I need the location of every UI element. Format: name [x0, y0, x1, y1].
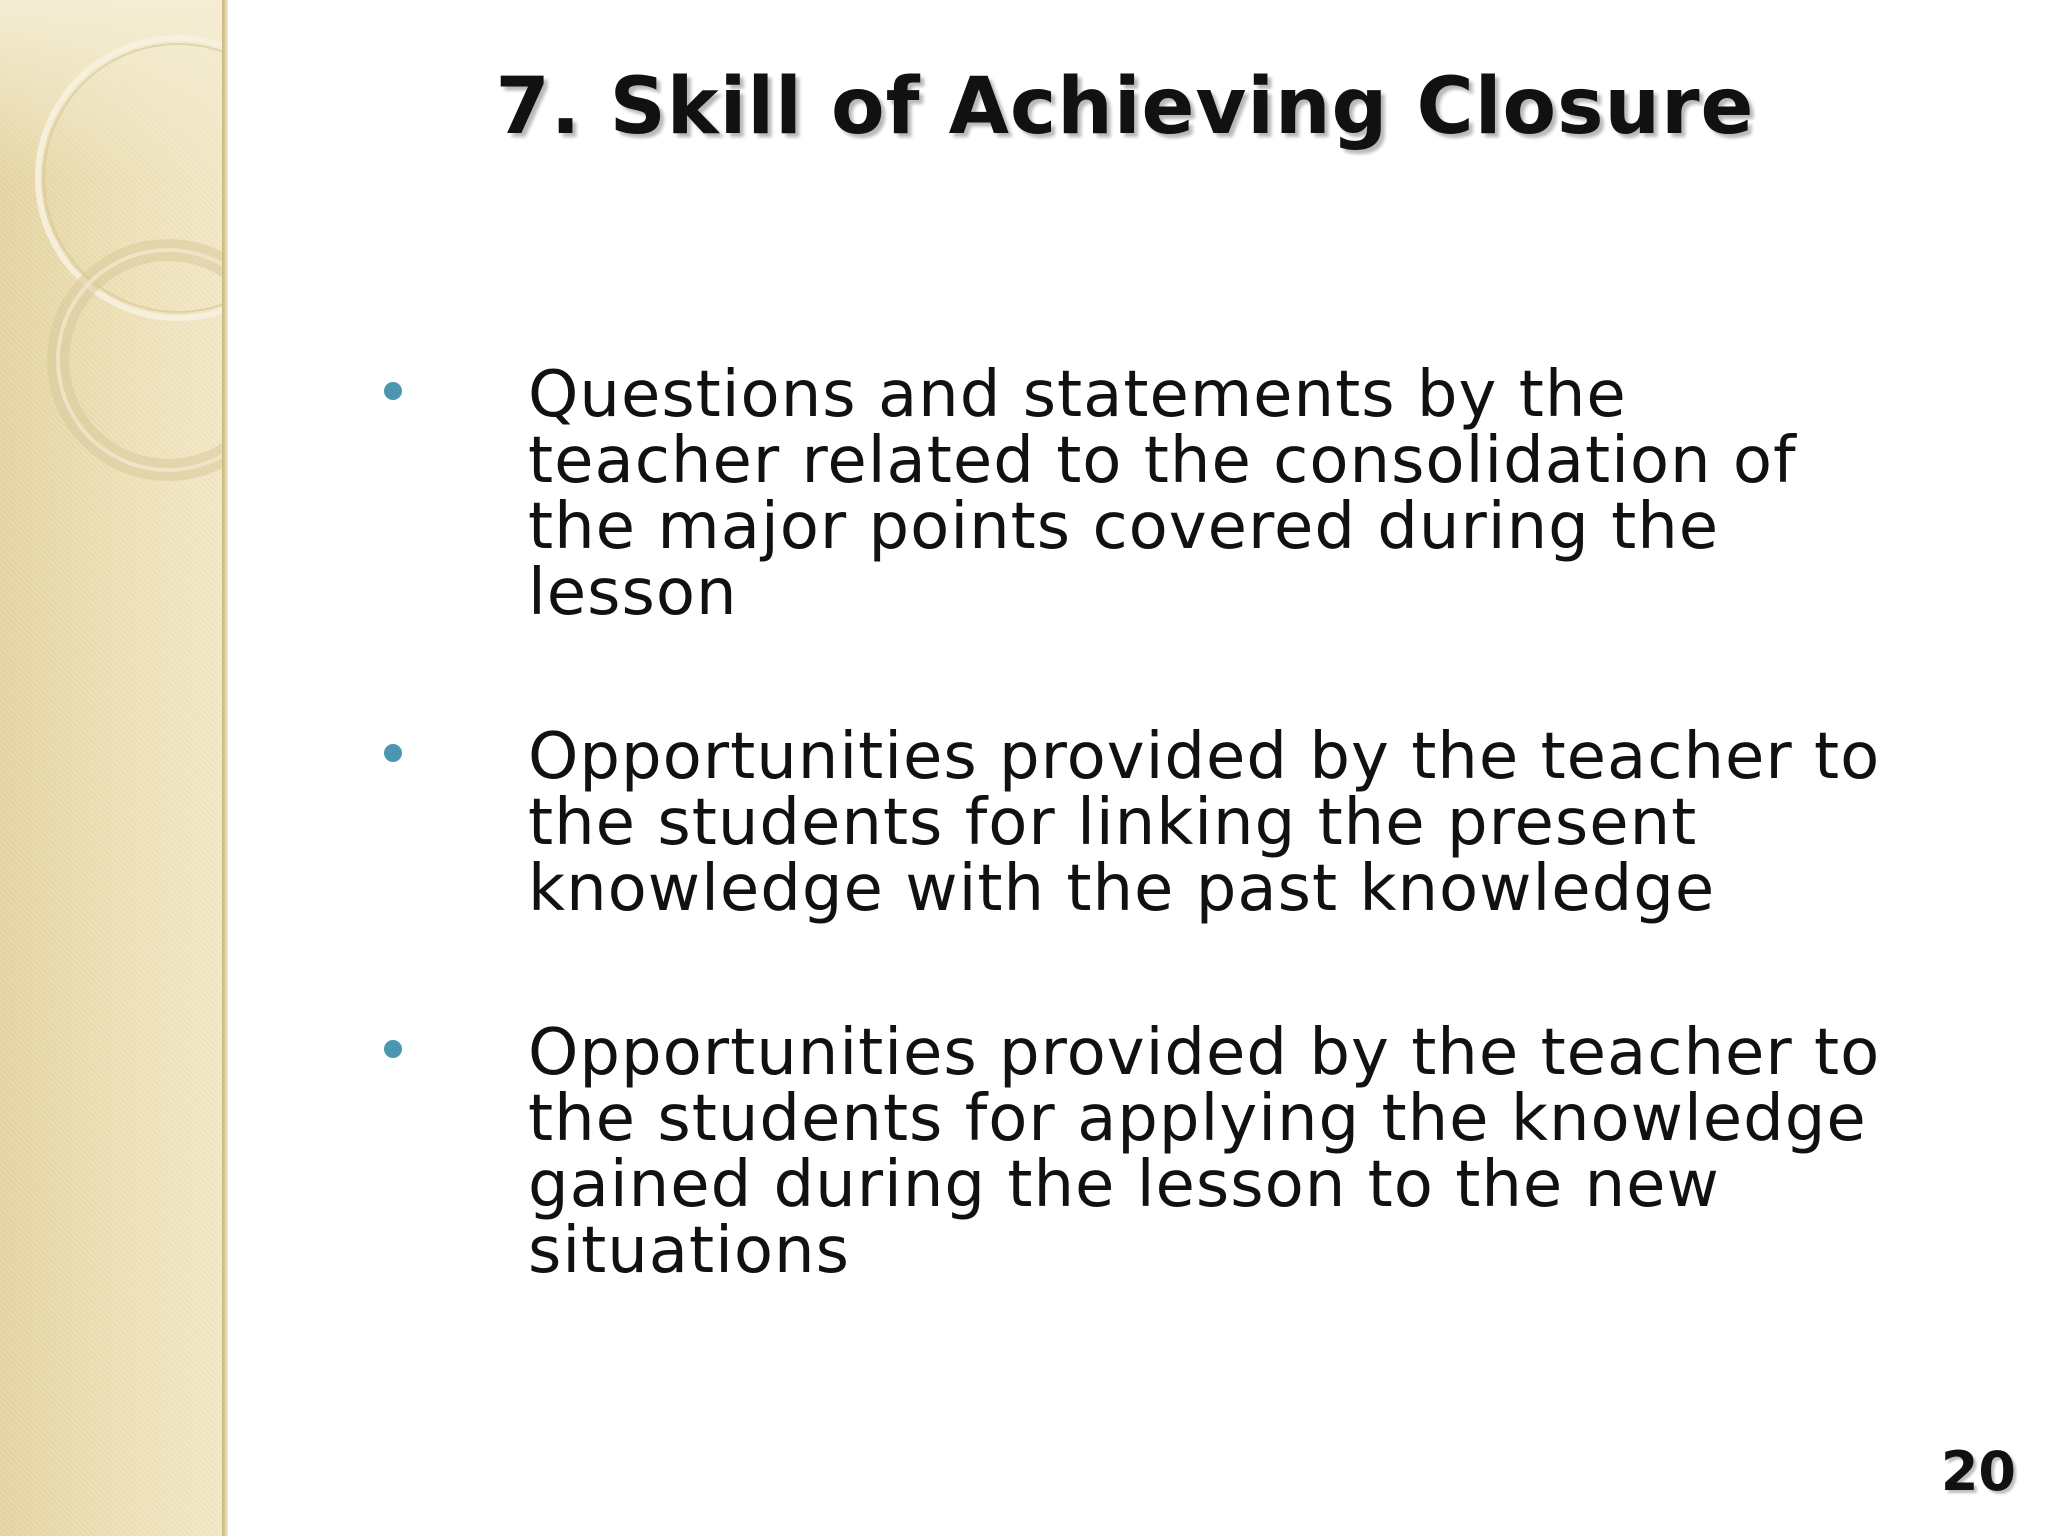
decorative-circles [0, 0, 228, 520]
bullet-dot-icon [384, 744, 402, 762]
bullet-list [370, 358, 1890, 1288]
bullet-dot-icon [384, 1040, 402, 1058]
bullet-text: Opportunities provided by the teacher to the students for linking the present knowledge with the past knowledge [528, 720, 1881, 926]
side-band-edge [222, 0, 228, 1536]
page-number: 20 [1940, 1440, 2016, 1503]
small-ring [58, 250, 228, 470]
large-ring [38, 38, 228, 318]
bullet-item [370, 720, 1890, 926]
bullet-text: Questions and statements by the teacher related to the consolidation of the major points covered during the lesson [528, 358, 1797, 630]
bullet-item [370, 1016, 1890, 1288]
bullet-item [370, 358, 1890, 630]
bullet-dot-icon [384, 382, 402, 400]
bullet-text: Opportunities provided by the teacher to the students for applying the knowledge gained during the lesson to the new situations [528, 1016, 1881, 1288]
slide-title: 7. Skill of Achieving Closure [495, 62, 1755, 152]
